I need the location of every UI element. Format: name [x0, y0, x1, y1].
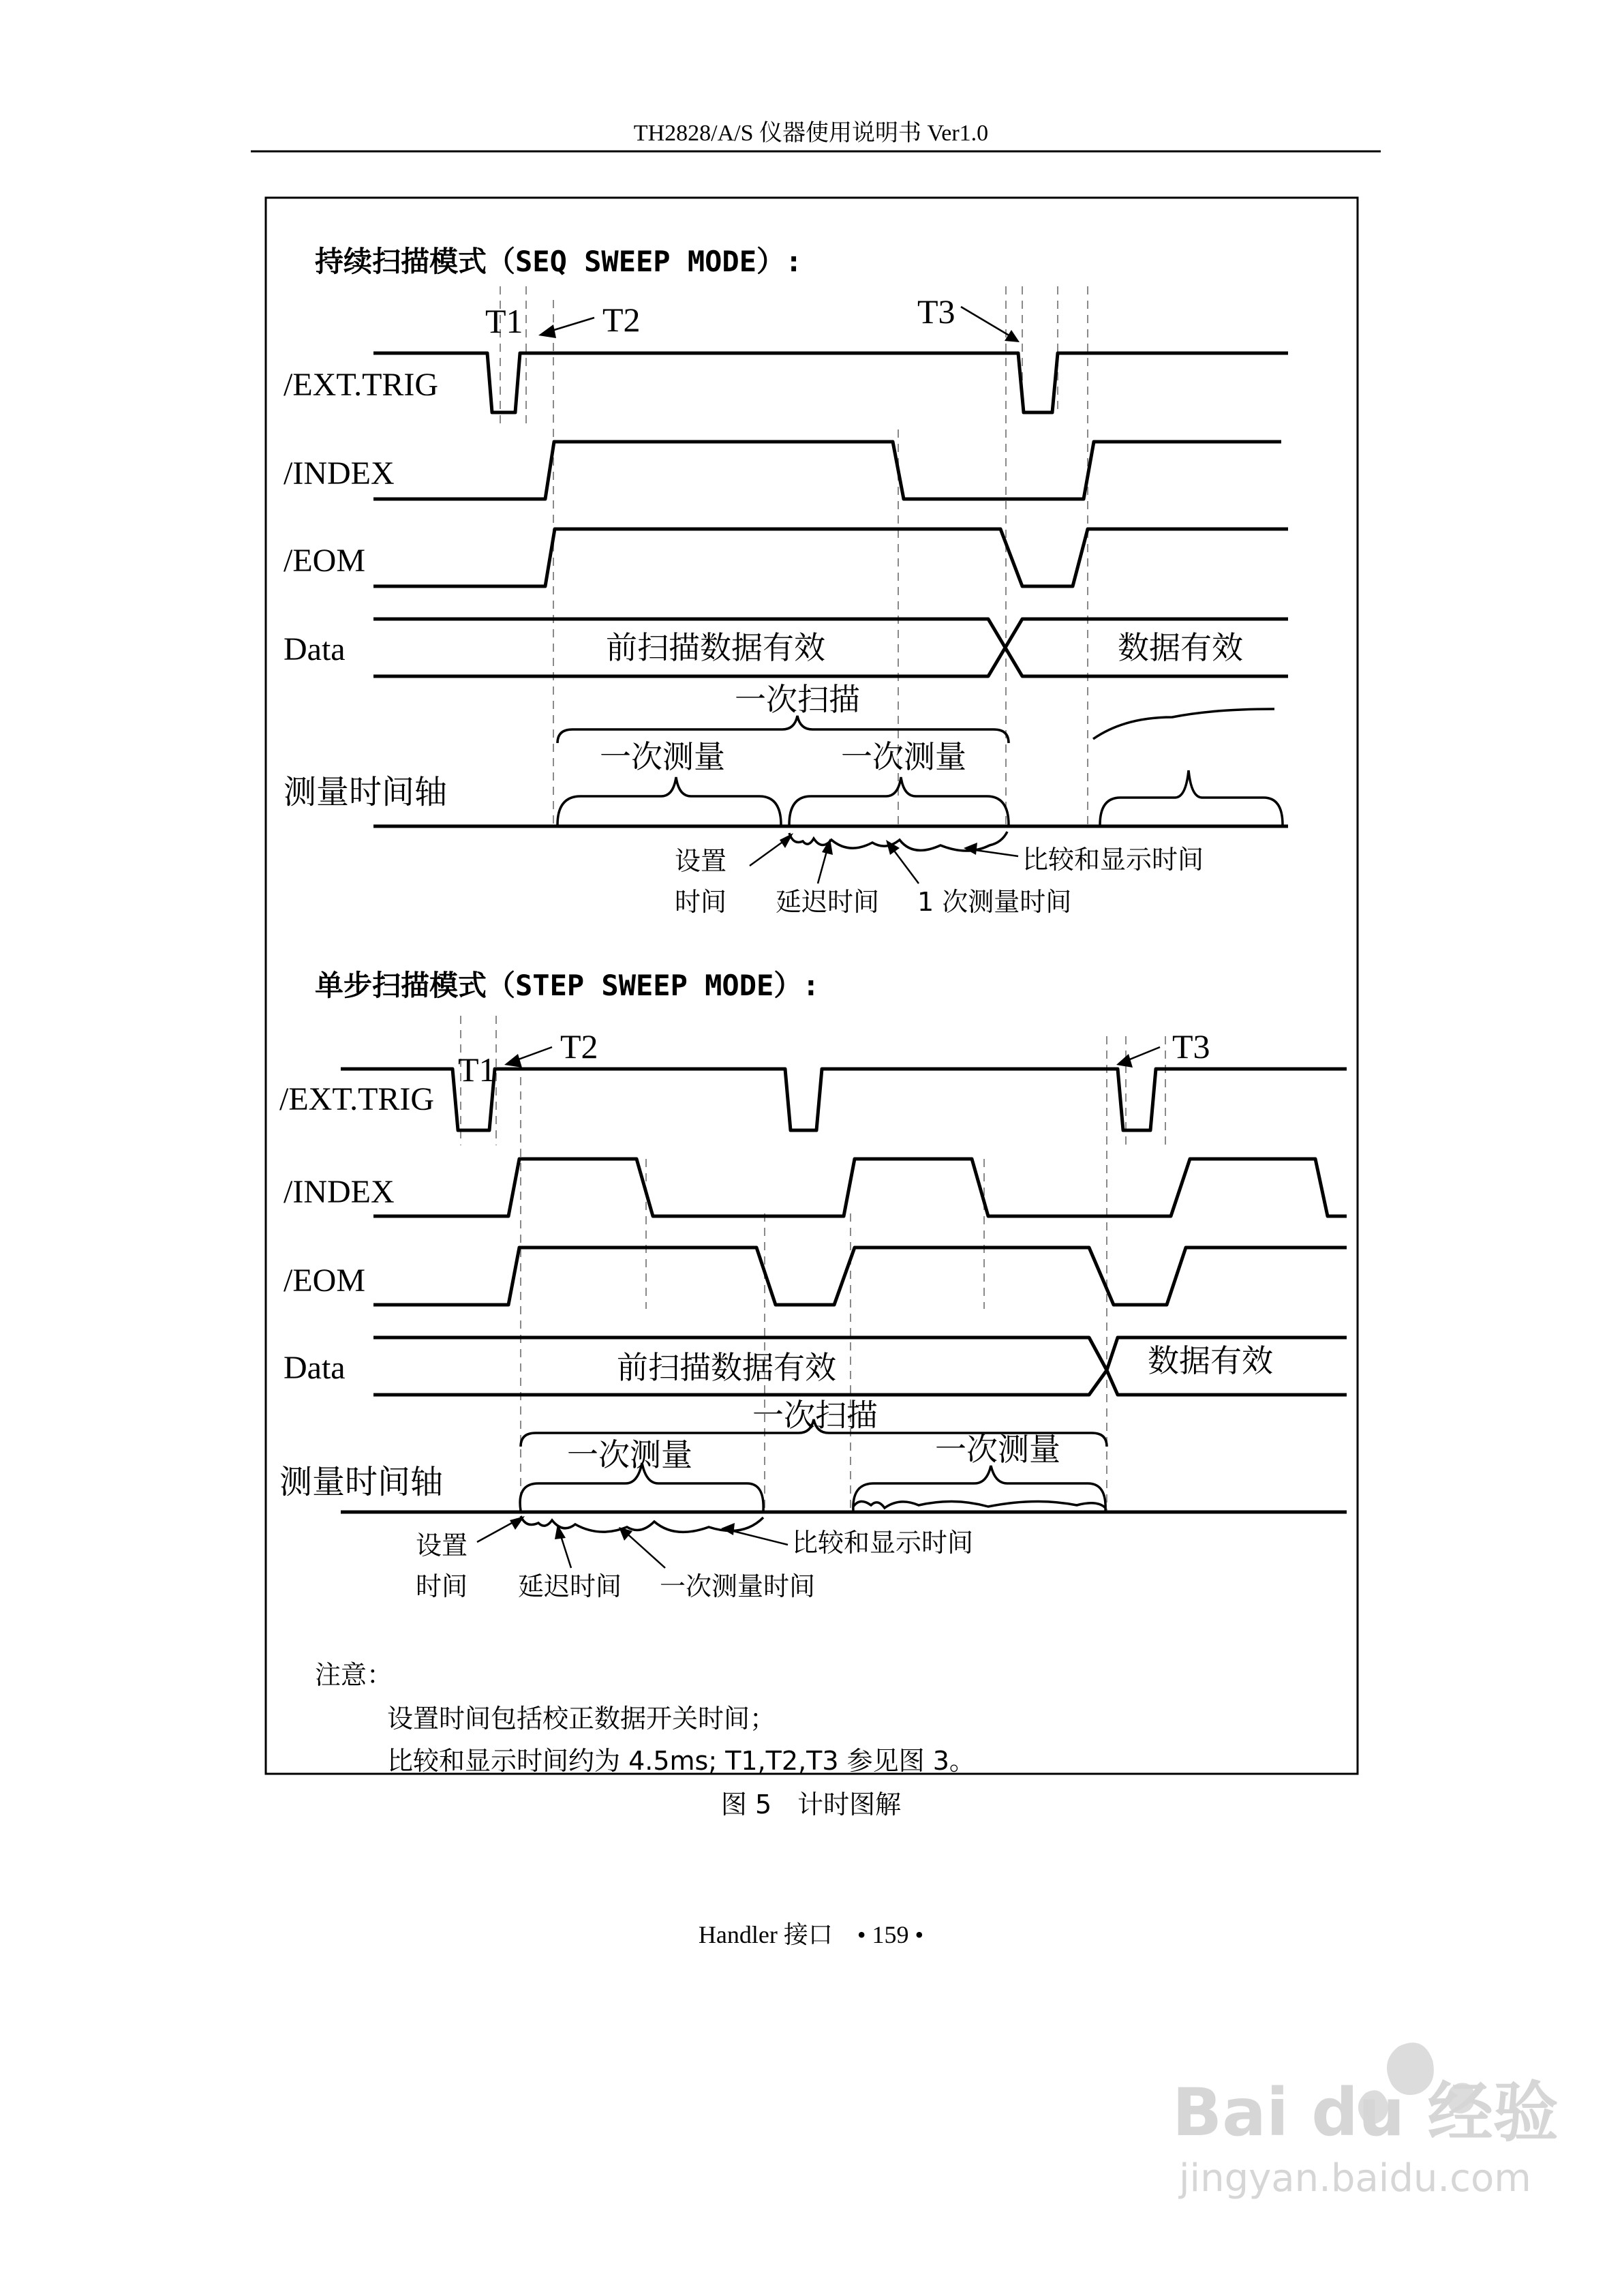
seq-one-scan-text: 一次扫描: [735, 681, 860, 718]
page-header-title: TH2828/A/S 仪器使用说明书 Ver1.0: [633, 121, 989, 146]
watermark-brand: Bai du 经验: [1172, 2074, 1559, 2151]
seq-compare-arrowhead: [964, 843, 977, 855]
seq-ext-trig-label: /EXT.TRIG: [284, 367, 439, 403]
seq-t2-label: T2: [602, 301, 641, 339]
step-one-scan-text: 一次扫描: [752, 1397, 878, 1434]
seq-delay-text: 延迟时间: [776, 887, 880, 917]
seq-meas-time-text: 1 次测量时间: [917, 887, 1072, 917]
seq-eom-label: /EOM: [284, 543, 365, 579]
seq-axis-label: 测量时间轴: [284, 773, 448, 811]
step-t2-arrowhead: [504, 1054, 522, 1068]
seq-sweep-diagram: [284, 245, 1288, 917]
seq-t1-label: T1: [485, 302, 523, 340]
step-ext-trig-label: /EXT.TRIG: [279, 1081, 435, 1117]
seq-compare-arrow: [970, 849, 1018, 856]
seq-eom-waveform: [373, 529, 1288, 586]
step-setup-text-1: 设置: [416, 1530, 468, 1560]
seq-title: 持续扫描模式（SEQ SWEEP MODE）:: [315, 245, 803, 278]
seq-guide-lines: [500, 286, 1088, 828]
step-delay-text: 延迟时间: [518, 1571, 622, 1601]
seq-data-new-text: 数据有效: [1118, 629, 1243, 666]
step-compare-arrowhead: [721, 1523, 735, 1535]
step-eom-label: /EOM: [284, 1263, 365, 1299]
seq-next-meas-brace: [1100, 770, 1283, 825]
step-index-waveform: [373, 1159, 1347, 1216]
step-segment-braces-2: [853, 1501, 1105, 1508]
seq-one-meas-1-brace: [557, 777, 781, 825]
step-data-label: Data: [284, 1350, 346, 1386]
step-t3-label: T3: [1172, 1027, 1210, 1066]
figure-caption: 图 5 计时图解: [720, 1789, 902, 1819]
watermark-url: jingyan.baidu.com: [1179, 2156, 1531, 2201]
seq-t3-label: T3: [917, 292, 955, 331]
seq-index-waveform: [373, 442, 1281, 499]
seq-one-meas-1-text: 一次测量: [600, 738, 725, 775]
seq-data-label: Data: [284, 631, 346, 667]
step-axis-label: 测量时间轴: [279, 1463, 444, 1501]
seq-index-label: /INDEX: [284, 455, 395, 492]
notes-line-2: 比较和显示时间约为 4.5ms; T1,T2,T3 参见图 3。: [387, 1746, 975, 1776]
step-meas-arrow: [624, 1531, 665, 1568]
notes-line-1: 设置时间包括校正数据开关时间；: [387, 1704, 776, 1734]
seq-t2-arrowhead: [538, 324, 556, 338]
step-setup-arrowhead: [510, 1516, 525, 1530]
step-eom-waveform: [373, 1248, 1347, 1305]
step-compare-text: 比较和显示时间: [792, 1528, 974, 1558]
seq-compare-text: 比较和显示时间: [1022, 845, 1204, 875]
seq-setup-text-1: 设置: [675, 846, 727, 876]
notes-label: 注意：: [315, 1660, 393, 1690]
step-setup-text-2: 时间: [416, 1571, 468, 1601]
step-one-meas-2-text: 一次测量: [935, 1431, 1060, 1468]
step-compare-arrow: [728, 1530, 788, 1545]
seq-t3-arrowhead: [1005, 330, 1020, 342]
seq-next-scan-curve: [1093, 709, 1274, 739]
page-footer: Handler 接口 • 159 •: [698, 1921, 924, 1948]
step-index-label: /INDEX: [284, 1174, 395, 1210]
step-t3-arrowhead: [1116, 1054, 1133, 1068]
seq-ext-trig-waveform: [373, 353, 1288, 412]
step-data-new-text: 数据有效: [1148, 1342, 1273, 1379]
seq-setup-text-2: 时间: [675, 887, 727, 917]
seq-one-meas-2-text: 一次测量: [841, 738, 966, 775]
step-t1-label: T1: [458, 1051, 496, 1089]
baidu-jingyan-watermark: [1172, 2042, 1559, 2201]
step-title: 单步扫描模式（STEP SWEEP MODE）:: [315, 969, 820, 1002]
step-t2-label: T2: [560, 1027, 598, 1066]
seq-data-prev-text: 前扫描数据有效: [606, 629, 825, 666]
step-data-prev-text: 前扫描数据有效: [617, 1349, 836, 1386]
seq-setup-arrowhead: [780, 833, 793, 848]
seq-t3-arrow-line: [961, 307, 1011, 337]
step-sweep-diagram: [279, 969, 1347, 1601]
step-meas-time-text: 一次测量时间: [660, 1571, 816, 1601]
step-one-meas-1-text: 一次测量: [567, 1436, 692, 1473]
